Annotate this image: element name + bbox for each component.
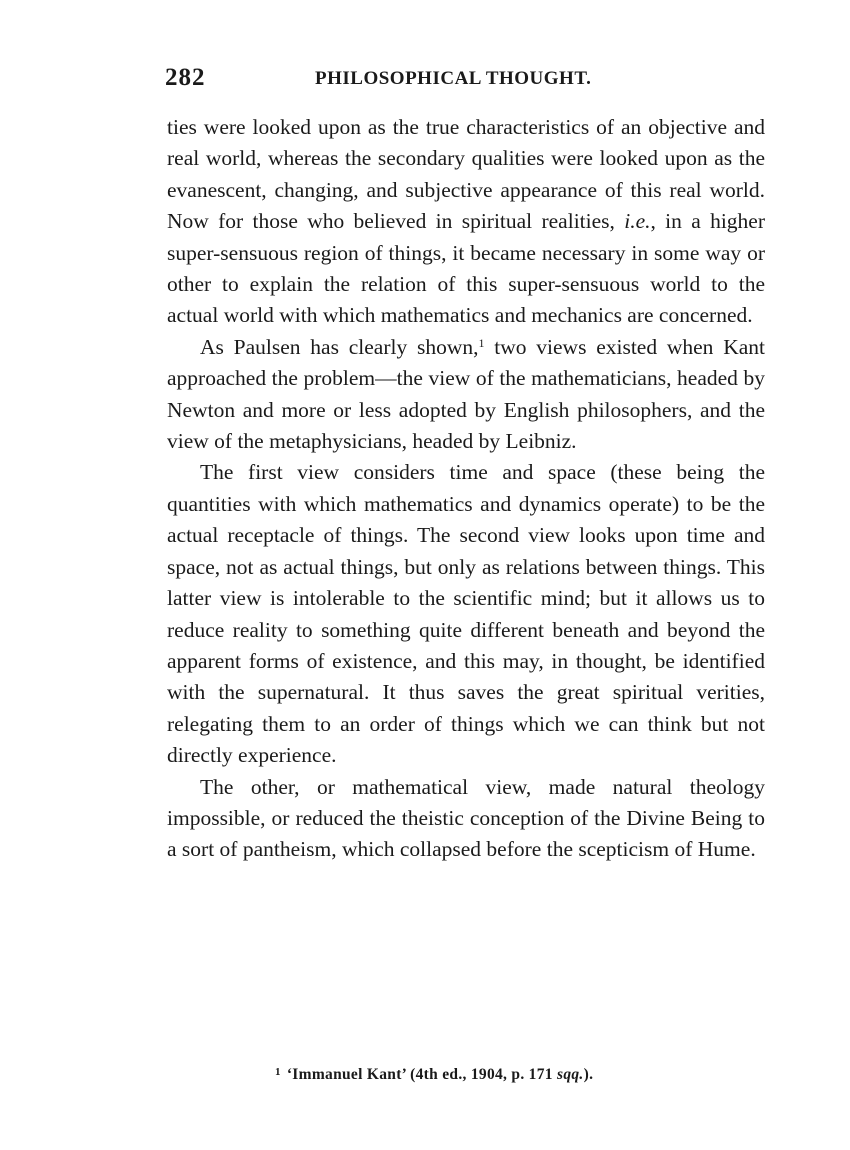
footnote bbox=[275, 1066, 593, 1084]
ie-abbreviation: i.e. bbox=[624, 209, 651, 234]
paragraph-2: As Paulsen has clearly shown,$^1$ two views existed when Kant approached the problem—the view of the mathematicians, headed by Newton and more or less adopted by English philosophers, and the view of the metaphysicians, headed by Leibniz. bbox=[167, 334, 765, 454]
paragraph-3: The first view considers time and space (these being the quantities with which mathematics and dynamics operate) to be the actual receptacle of things. The second view looks upon time and space, not as actual things, but only as relations between things. This latter view is intolerable to the scientific mind; but it allows us to reduce reality to something quite different beneath and beyond the apparent forms of existence, and this may, in thought, be identified with the supernatural. It thus saves the great spiritual verities, relegating them to an order of things which we can think but not directly experience. bbox=[167, 460, 765, 768]
footnote-reference[interactable]: 1 bbox=[478, 335, 485, 350]
page-number: 282 bbox=[165, 64, 206, 91]
footnote-close: ). bbox=[583, 1066, 594, 1083]
running-title: PHILOSOPHICAL THOUGHT. bbox=[315, 68, 592, 89]
footnote-sqq: sqq. bbox=[557, 1066, 584, 1083]
body-text bbox=[167, 112, 765, 866]
page-header bbox=[165, 64, 765, 96]
footnote-text: ‘Immanuel Kant’ (4th ed., 1904, p. 171 bbox=[286, 1066, 557, 1083]
paragraph-4: The other, or mathematical view, made natural theology impossible, or reduced the theistic conception of the Divine Being to a sort of pantheism, which collapsed before the scepticism of Hume. bbox=[167, 774, 765, 862]
footnote-mark: 1 bbox=[275, 1066, 281, 1078]
paragraph-1: ties were looked upon as the true characteristics of an objective and real world, whereas the secondary qualities were looked upon as the evanescent, changing, and subjective appearance of this real world. Now for those who believed in spiritual realities, i.e., in a higher super-sensuous region of things, it became necessary in some way or other to explain the relation of this super-sensuous world to the actual world with which mathematics and mechanics are concerned. bbox=[167, 115, 766, 328]
